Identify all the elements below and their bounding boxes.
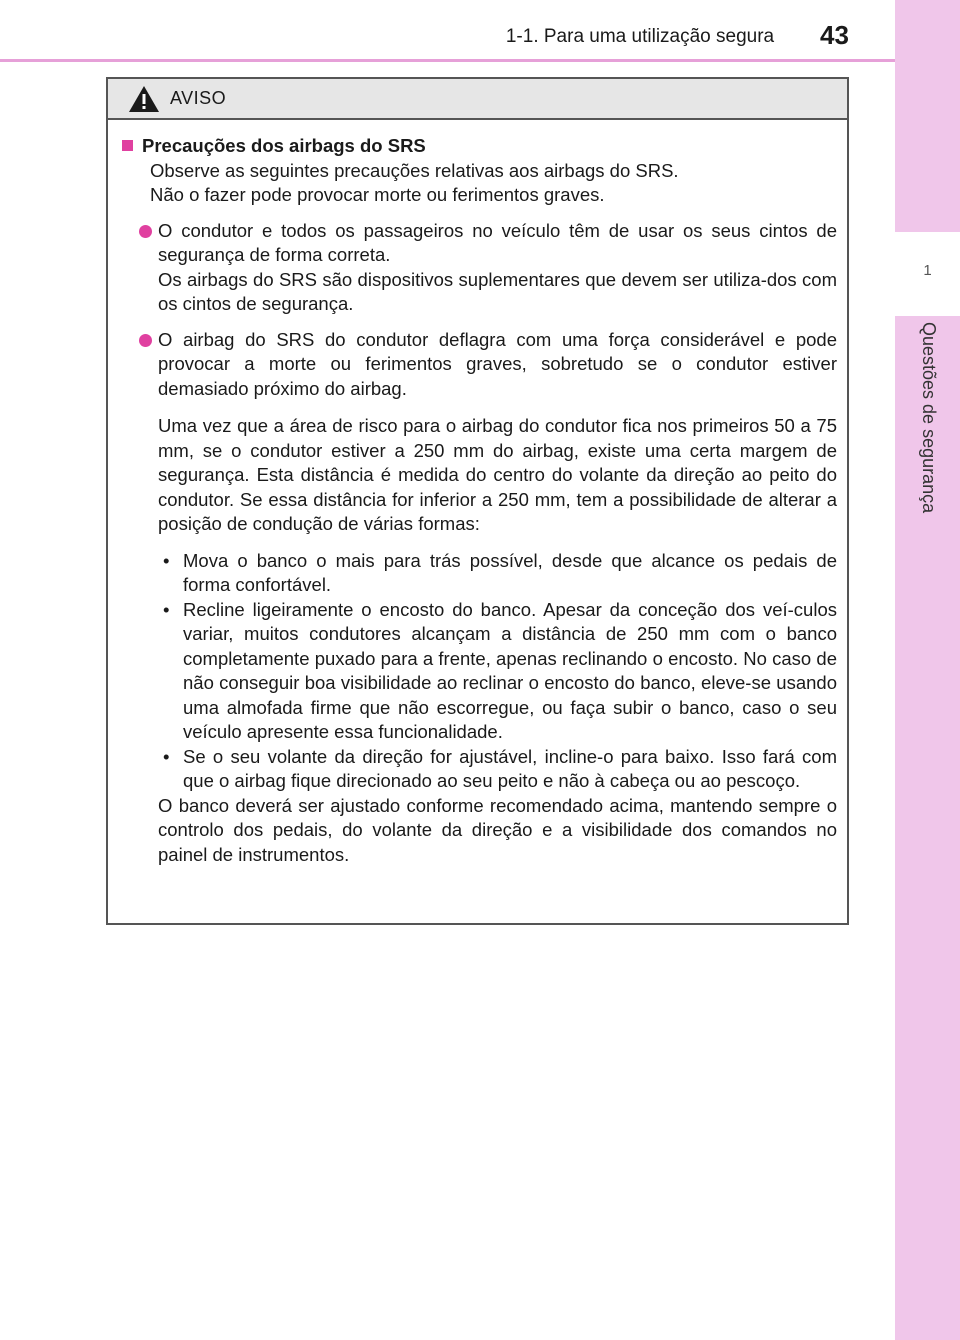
section-heading bbox=[116, 134, 837, 159]
warning-label: AVISO bbox=[170, 88, 227, 108]
dot-bullet-icon: • bbox=[163, 745, 170, 767]
running-header: 1-1. Para uma utilização segura bbox=[505, 26, 775, 47]
dot-bullet-icon: • bbox=[163, 598, 170, 620]
explanation-paragraph: Uma vez que a área de risco para o airbag do condutor fica nos primeiros 50 a 75 mm, se o condutor estiver a 250 mm do airbag, existe uma certa margem de segurança. Esta distância é medida do centro do volante da direção ao peito do condutor. Se essa distância for inferior a 250 mm, tem a possibilidade de alterar a posição de condução de várias formas: bbox=[158, 415, 837, 534]
bullet-item bbox=[158, 598, 837, 745]
intro-line: Observe as seguintes precauções relativas aos airbags do SRS. bbox=[150, 159, 679, 181]
bullet-list bbox=[158, 549, 837, 794]
page-number: 43 bbox=[820, 20, 849, 50]
list-item-text: Os airbags do SRS são dispositivos suplementares que devem ser utiliza-dos com os cintos de segurança. bbox=[158, 268, 837, 314]
section-title: Precauções dos airbags do SRS bbox=[142, 135, 426, 156]
square-bullet-icon bbox=[122, 140, 133, 151]
bullet-item bbox=[158, 745, 837, 794]
list-item-text: O condutor e todos os passageiros no veículo têm de usar os seus cintos de segurança de forma correta. bbox=[158, 219, 837, 265]
warning-content bbox=[108, 120, 847, 867]
bullet-item bbox=[158, 549, 837, 598]
chapter-number: 1 bbox=[923, 262, 932, 279]
dot-bullet-icon: • bbox=[163, 549, 170, 571]
list-item bbox=[139, 328, 837, 402]
bullet-text: Recline ligeiramente o encosto do banco. Apesar da conceção dos veí-culos variar, muitos condutores alcançam a distância de 250 mm com o banco completamente puxado para a frente, apenas reclinando o encosto. No caso de não conseguir boa visibilidade ao reclinar o encosto do banco, eleve-se usando uma almofada firme que não escorregue, ou faça subir o banco, caso o seu veículo apresente essa funcionalidade. bbox=[183, 598, 837, 742]
warning-header bbox=[108, 79, 847, 120]
warning-box bbox=[106, 77, 849, 925]
closing-paragraph: O banco deverá ser ajustado conforme recomendado acima, mantendo sempre o controlo dos pedais, do volante da direção e a visibilidade dos comandos no painel de instrumentos. bbox=[158, 794, 837, 865]
list-item bbox=[139, 219, 837, 317]
chapter-side-tab bbox=[895, 0, 960, 1340]
warning-triangle-icon bbox=[128, 85, 166, 113]
intro-line: Não o fazer pode provocar morte ou ferimentos graves. bbox=[150, 184, 605, 205]
circle-bullet-icon bbox=[139, 225, 152, 238]
list-item-text: O airbag do SRS do condutor deflagra com uma força considerável e pode provocar a morte ou ferimentos graves, sobretudo se o condutor estiver demasiado próximo do airbag. bbox=[158, 328, 837, 399]
circle-bullet-icon bbox=[139, 334, 152, 347]
bullet-text: Mova o banco o mais para trás possível, desde que alcance os pedais de forma confortável. bbox=[183, 549, 837, 595]
bullet-text: Se o seu volante da direção for ajustável, incline-o para baixo. Isso fará com que o airbag fique direcionado ao seu peito e não à cabeça ou ao pescoço. bbox=[183, 745, 837, 791]
header-divider bbox=[0, 59, 895, 62]
chapter-title: Questões de segurança bbox=[919, 322, 939, 514]
